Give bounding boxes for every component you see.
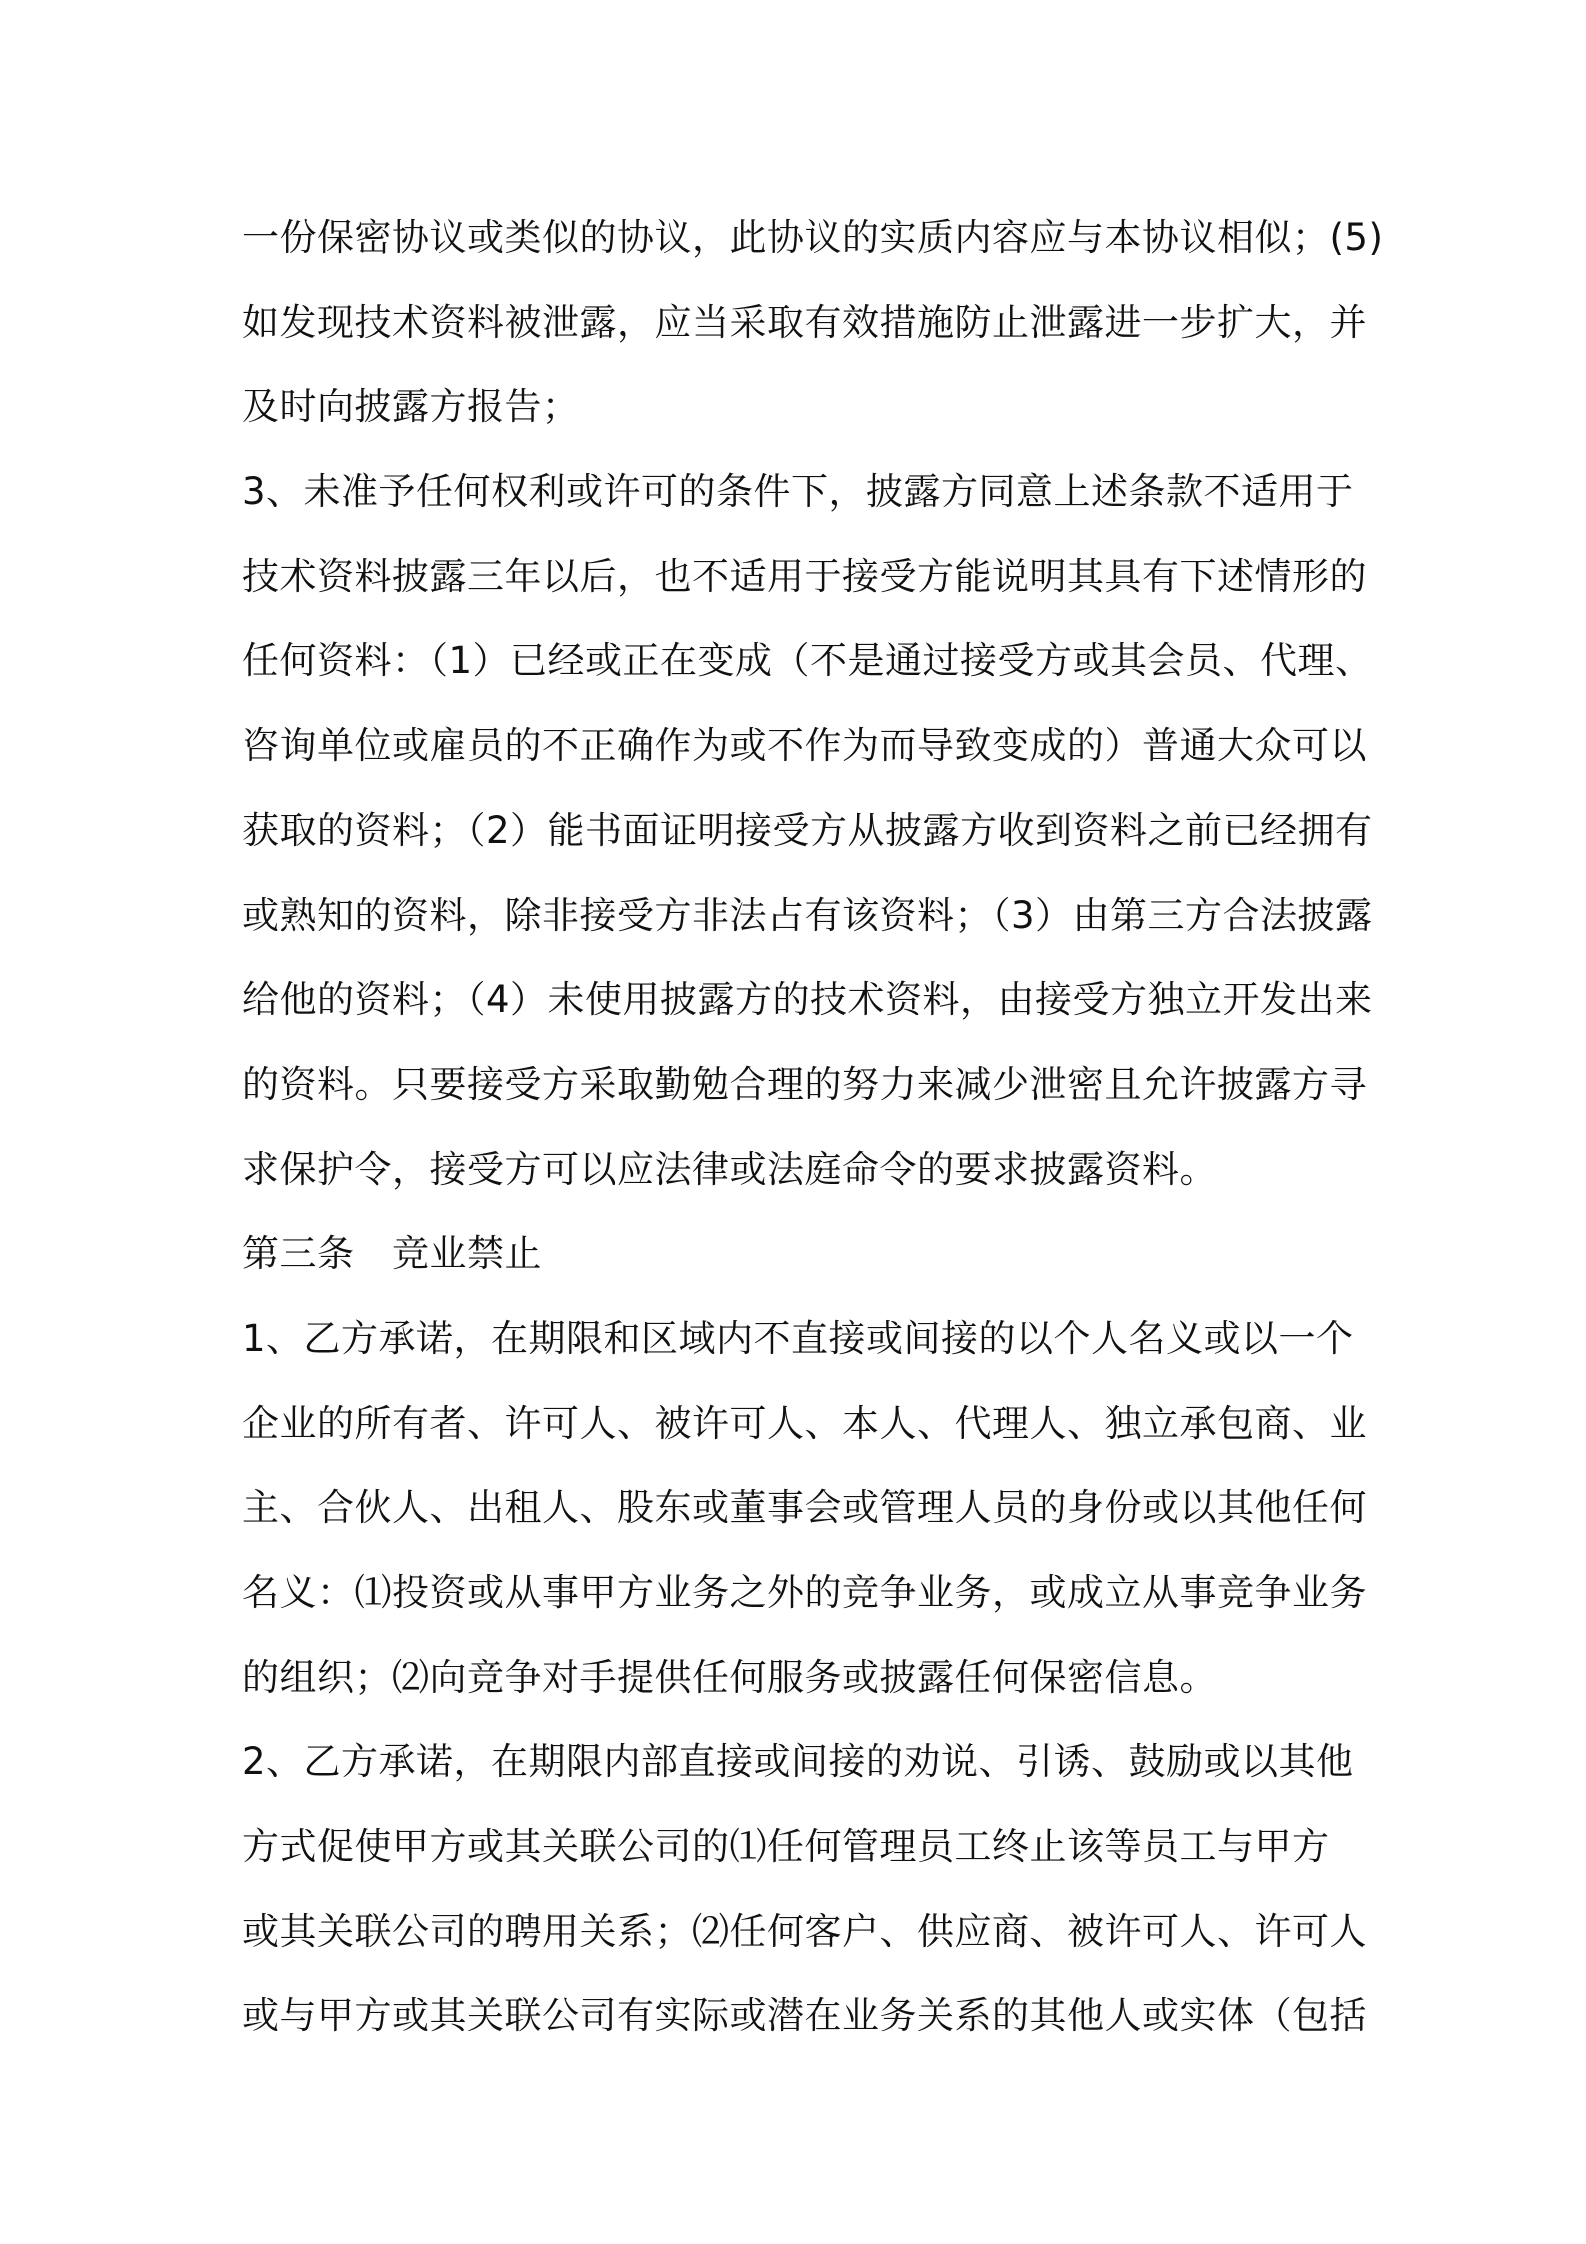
text-line: 如发现技术资料被泄露，应当采取有效措施防止泄露进一步扩大，并 [242, 300, 1367, 344]
text-line: 企业的所有者、许可人、被许可人、本人、代理人、独立承包商、业 [242, 1401, 1367, 1445]
text-line: 任何资料：（1）已经或正在变成（不是通过接受方或其会员、代理、 [242, 639, 1373, 683]
text-line: 名义：⑴投资或从事甲方业务之外的竞争业务，或成立从事竞争业务 [242, 1571, 1367, 1614]
text-line: 3、未准予任何权利或许可的条件下，披露方同意上述条款不适用于 [242, 470, 1354, 514]
text-line: 1、乙方承诺，在期限和区域内不直接或间接的以个人名义或以一个 [242, 1316, 1354, 1360]
text-line: 技术资料披露三年以后，也不适用于接受方能说明其具有下述情形的 [242, 554, 1367, 598]
text-line: 主、合伙人、出租人、股东或董事会或管理人员的身份或以其他任何 [242, 1486, 1367, 1530]
text-line: 的资料。只要接受方采取勤勉合理的努力来减少泄密且允许披露方寻 [242, 1062, 1367, 1106]
text-line: 或与甲方或其关联公司有实际或潜在业务关系的其他人或实体（包括 [242, 1994, 1367, 2038]
text-line: 给他的资料；（4）未使用披露方的技术资料，由接受方独立开发出来 [242, 978, 1373, 1022]
text-line: 方式促使甲方或其关联公司的⑴任何管理员工终止该等员工与甲方 [242, 1825, 1330, 1869]
document-body [242, 196, 1384, 2059]
text-line: 2、乙方承诺，在期限内部直接或间接的劝说、引诱、鼓励或以其他 [242, 1740, 1354, 1784]
text-line: 一份保密协议或类似的协议，此协议的实质内容应与本协议相似；(5) [242, 216, 1384, 259]
text-line: 或其关联公司的聘用关系；⑵任何客户、供应商、被许可人、许可人 [242, 1909, 1367, 1953]
section-heading: 第三条 竞业禁止 [242, 1232, 542, 1276]
text-line: 或熟知的资料，除非接受方非法占有该资料；（3）由第三方合法披露 [242, 893, 1373, 937]
text-line: 及时向披露方报告； [242, 385, 580, 429]
text-line: 的组织；⑵向竞争对手提供任何服务或披露任何保密信息。 [242, 1655, 1217, 1699]
text-line: 获取的资料；（2）能书面证明接受方从披露方收到资料之前已经拥有 [242, 808, 1373, 852]
text-line: 求保护令，接受方可以应法律或法庭命令的要求披露资料。 [242, 1147, 1217, 1191]
text-line: 咨询单位或雇员的不正确作为或不作为而导致变成的）普通大众可以 [242, 724, 1367, 768]
